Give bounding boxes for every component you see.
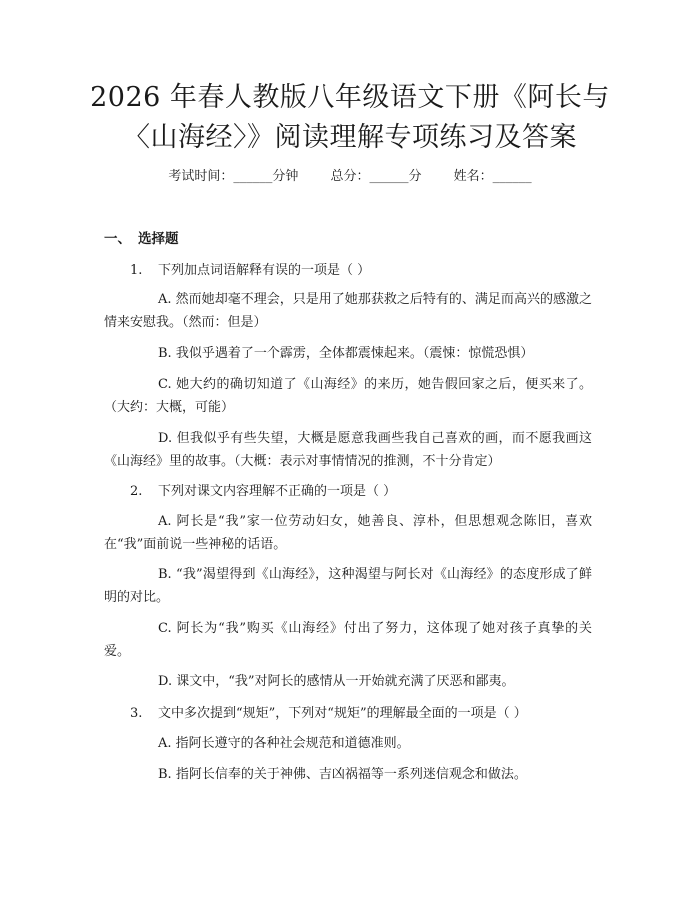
option-c: C. 她大约的确切知道了《山海经》的来历，她告假回家之后，便买来了。（大约：大概，可能）	[104, 377, 592, 415]
question-text: 文中多次提到“规矩”，下列对“规矩”的理解最全面的一项是（ ）	[158, 706, 527, 721]
section-heading	[104, 230, 179, 248]
total-score-field: 总分：______分	[330, 169, 422, 184]
exam-time-field: 考试时间：______分钟	[168, 169, 299, 184]
page-title	[60, 78, 640, 158]
section-title: 选择题	[138, 231, 179, 247]
option-d: D. 课文中，“我”对阿长的感情从一开始就充满了厌恶和鄙夷。	[158, 674, 515, 689]
option-d: D. 但我似乎有些失望，大概是愿意我画些我自己喜欢的画，而不愿我画这《山海经》里的故事。（大概：表示对事情情况的推测，不十分肯定）	[104, 431, 592, 469]
question-number: 3.	[130, 706, 143, 721]
option-b: B. “我”渴望得到《山海经》，这种渴望与阿长对《山海经》的态度形成了鲜明的对比。	[104, 567, 592, 605]
option-c: C. 阿长为“我”购买《山海经》付出了努力，这体现了她对孩子真挚的关爱。	[104, 621, 592, 659]
question-number: 1.	[130, 263, 143, 278]
question-stem	[130, 262, 370, 280]
question-text: 下列对课文内容理解不正确的一项是（ ）	[158, 484, 397, 499]
option-b: B. 我似乎遇着了一个霹雳，全体都震悚起来。（震悚：惊慌恐惧）	[158, 346, 534, 361]
exam-info-row	[0, 168, 700, 186]
option-a: A. 指阿长遵守的各种社会规范和道德准则。	[158, 736, 410, 751]
question-stem	[130, 483, 396, 501]
title-line-2: 〈山海经〉》阅读理解专项练习及答案	[123, 122, 577, 153]
question-text: 下列加点词语解释有误的一项是（ ）	[158, 263, 371, 278]
question-number: 2.	[130, 484, 143, 499]
section-number: 一、	[104, 231, 131, 247]
option-a: A. 然而她却毫不理会，只是用了她那获救之后特有的、满足而高兴的感激之情来安慰我。（然而：但是）	[104, 292, 592, 330]
student-name-field: 姓名：______	[453, 169, 532, 184]
option-b: B. 指阿长信奉的关于神佛、吉凶祸福等一系列迷信观念和做法。	[158, 767, 527, 782]
option-a: A. 阿长是“我”家一位劳动妇女，她善良、淳朴，但思想观念陈旧，喜欢在“我”面前说一些神秘的话语。	[104, 514, 592, 552]
question-stem	[130, 705, 527, 723]
title-line-1: 2026 年春人教版八年级语文下册《阿长与	[90, 82, 610, 113]
